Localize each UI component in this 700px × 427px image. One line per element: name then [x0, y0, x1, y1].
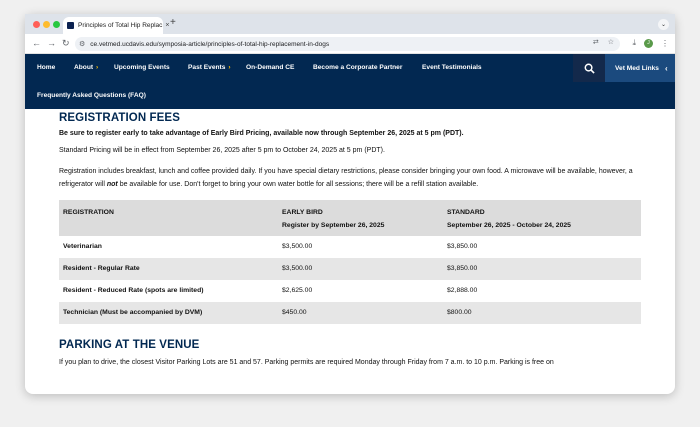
favicon-icon: [67, 22, 74, 29]
fees-table: [59, 200, 641, 324]
early-bird-price: $2,625.00: [282, 287, 313, 294]
nav-item-corporate-partner[interactable]: Become a Corporate Partner: [313, 64, 403, 71]
chevron-right-icon: ›: [96, 64, 99, 71]
chevron-left-icon: ‹: [664, 63, 668, 73]
tab-close-icon[interactable]: ×: [165, 22, 170, 29]
early-bird-price: $3,500.00: [278, 258, 443, 280]
url-text: ce.vetmed.ucdavis.edu/symposia-article/principles-of-total-hip-replacement-in-dogs: [90, 40, 330, 48]
standard-price: $2,888.00: [447, 287, 478, 294]
parking-heading: PARKING AT THE VENUE: [59, 338, 200, 351]
browser-window: [25, 14, 675, 394]
header-standard: STANDARD September 26, 2025 - October 24, 2025: [443, 200, 641, 236]
nav-item-past-events[interactable]: Past Events ›: [188, 64, 231, 71]
early-bird-price: $450.00: [278, 302, 443, 324]
new-tab-button[interactable]: +: [170, 17, 176, 28]
menu-kebab-icon[interactable]: ⋮: [661, 38, 669, 48]
nav-item-event-testimonials[interactable]: Event Testimonials: [422, 64, 482, 71]
tab-search-icon[interactable]: ⌄: [658, 19, 669, 30]
early-bird-price: $3,500.00: [282, 243, 313, 250]
tab-title: Principles of Total Hip Replac: [78, 22, 163, 29]
address-bar[interactable]: [75, 37, 620, 51]
nav-item-about[interactable]: About ›: [74, 64, 99, 71]
standard-price: $3,850.00: [443, 258, 641, 280]
back-icon[interactable]: ←: [32, 38, 41, 48]
table-row: [59, 236, 641, 258]
parking-text: If you plan to drive, the closest Visitor Parking Lots are 51 and 57. Parking permits are required Monday through Friday from 7 a.m. to 10 p.m. Parking is free on: [59, 358, 554, 366]
bookmark-star-icon[interactable]: ☆: [607, 39, 614, 46]
close-window-button[interactable]: [33, 21, 40, 28]
table-header-row: [59, 200, 641, 236]
row-label: Veterinarian: [63, 243, 102, 250]
site-navigation: [25, 54, 675, 109]
nav-item-home[interactable]: Home: [37, 64, 56, 71]
reload-icon[interactable]: ↻: [62, 38, 70, 48]
maximize-window-button[interactable]: [53, 21, 60, 28]
row-label: Technician (Must be accompanied by DVM): [59, 302, 278, 324]
nav-item-upcoming-events[interactable]: Upcoming Events: [114, 64, 170, 71]
chevron-right-icon: ›: [228, 64, 231, 71]
standard-price: $3,850.00: [447, 243, 478, 250]
early-bird-notice: Be sure to register early to take advantage of Early Bird Pricing, available now through September 26, 2025 at 5 pm (PDT).: [59, 130, 464, 137]
vet-med-links-button[interactable]: Vet Med Links ‹: [605, 54, 675, 82]
translate-icon[interactable]: ⇄: [592, 39, 599, 46]
forward-icon[interactable]: →: [47, 38, 56, 48]
site-info-icon[interactable]: ⚙: [79, 41, 86, 48]
browser-toolbar: [25, 34, 675, 54]
standard-pricing-notice: Standard Pricing will be in effect from September 26, 2025 after 5 pm to October 24, 2025 at 5 pm (PDT).: [59, 147, 385, 154]
header-registration: REGISTRATION: [59, 200, 278, 236]
search-icon: [584, 63, 595, 74]
main-content: [59, 109, 641, 369]
standard-price: $800.00: [443, 302, 641, 324]
avatar[interactable]: J: [644, 39, 653, 48]
table-row: [59, 302, 641, 324]
header-early-bird: EARLY BIRD Register by September 26, 2025: [278, 200, 443, 236]
download-icon[interactable]: ⤓: [632, 38, 636, 47]
registration-fees-heading: REGISTRATION FEES: [59, 112, 180, 124]
row-label: Resident - Regular Rate: [59, 258, 278, 280]
registration-includes-text: Registration includes breakfast, lunch and coffee provided daily. If you have special dietary restrictions, please consider bringing your own food. A microwave will be available, however, a refrigerator will not be available for use. Don't forget to bring your own water bottle for all sessions; there will be a refill station available.: [59, 167, 633, 188]
minimize-window-button[interactable]: [43, 21, 50, 28]
browser-tab[interactable]: [63, 17, 170, 34]
table-row: [59, 258, 641, 280]
nav-item-on-demand-ce[interactable]: On-Demand CE: [246, 64, 295, 71]
row-label: Resident - Reduced Rate (spots are limited): [63, 287, 204, 294]
tab-bar: [25, 14, 675, 34]
table-row: [59, 280, 641, 302]
nav-item-faq[interactable]: Frequently Asked Questions (FAQ): [37, 92, 146, 99]
search-button[interactable]: [573, 54, 605, 82]
